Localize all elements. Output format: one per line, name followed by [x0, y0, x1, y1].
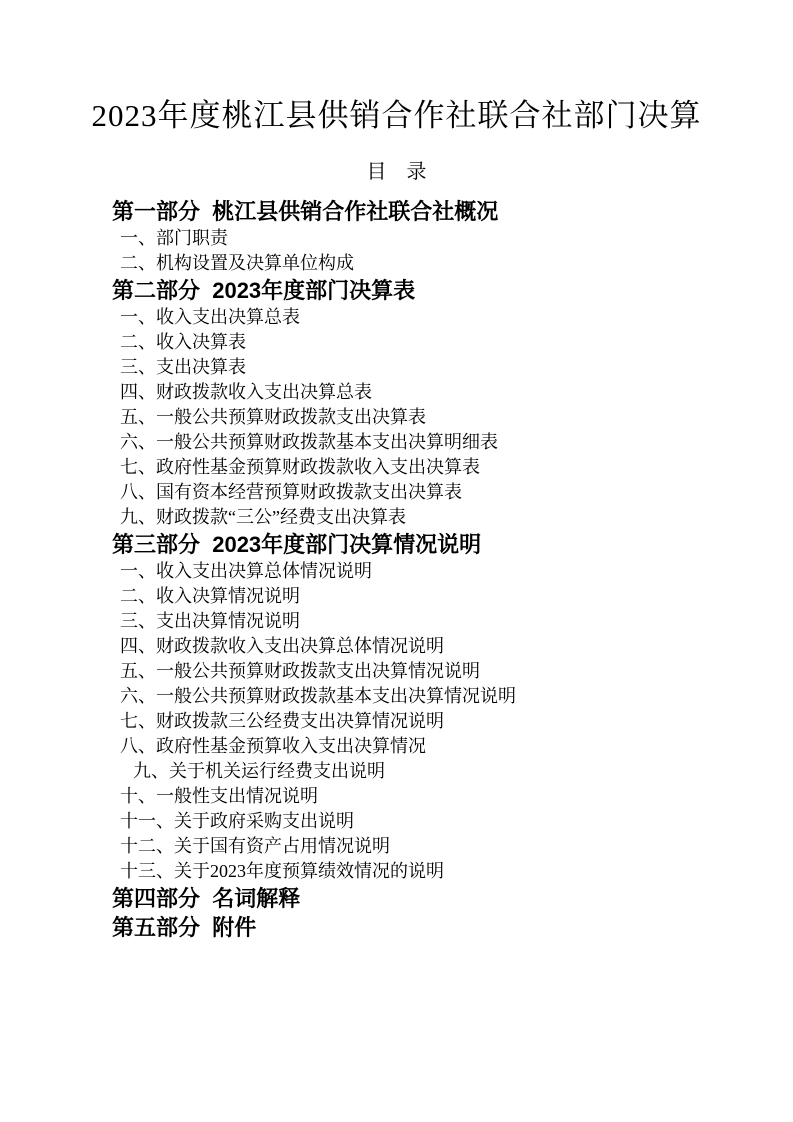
toc-item: 九、关于机关运行经费支出说明 — [133, 761, 385, 781]
toc-item: 十三、关于2023年度预算绩效情况的说明 — [120, 861, 444, 881]
toc-item: 八、政府性基金预算收入支出决算情况 — [120, 736, 426, 756]
toc-item: 二、机构设置及决算单位构成 — [120, 253, 354, 273]
toc-item: 一、收入支出决算总体情况说明 — [120, 561, 372, 581]
toc-item: 四、财政拨款收入支出决算总表 — [120, 382, 372, 402]
toc-item: 五、一般公共预算财政拨款支出决算情况说明 — [120, 661, 480, 681]
toc-item: 七、财政拨款三公经费支出决算情况说明 — [120, 711, 444, 731]
toc-item: 十二、关于国有资产占用情况说明 — [120, 836, 390, 856]
toc-item: 三、支出决算情况说明 — [120, 611, 300, 631]
toc-item: 十、一般性支出情况说明 — [120, 786, 318, 806]
toc-item: 七、政府性基金预算财政拨款收入支出决算表 — [120, 457, 480, 477]
toc — [0, 197, 793, 942]
toc-item: 一、部门职责 — [120, 228, 228, 248]
toc-item: 二、收入决算情况说明 — [120, 586, 300, 606]
toc-section-heading-2: 第二部分 2023年度部门决算表 — [112, 278, 416, 303]
toc-item: 十一、关于政府采购支出说明 — [120, 811, 354, 831]
toc-section-heading-5: 第五部分 附件 — [112, 915, 257, 940]
toc-item: 五、一般公共预算财政拨款支出决算表 — [120, 407, 426, 427]
toc-item: 九、财政拨款“三公”经费支出决算表 — [120, 507, 406, 527]
doc-title: 2023年度桃江县供销合作社联合社部门决算 — [91, 98, 702, 133]
toc-item: 二、收入决算表 — [120, 332, 246, 352]
toc-item: 三、支出决算表 — [120, 357, 246, 377]
toc-item: 一、收入支出决算总表 — [120, 307, 300, 327]
toc-section-heading-1: 第一部分 桃江县供销合作社联合社概况 — [112, 199, 499, 224]
toc-section-heading-3: 第三部分 2023年度部门决算情况说明 — [112, 532, 482, 557]
toc-section-heading-4: 第四部分 名词解释 — [112, 886, 301, 911]
toc-heading: 目 录 — [366, 161, 427, 183]
toc-item: 八、国有资本经营预算财政拨款支出决算表 — [120, 482, 462, 502]
toc-item: 四、财政拨款收入支出决算总体情况说明 — [120, 636, 444, 656]
toc-item: 六、一般公共预算财政拨款基本支出决算明细表 — [120, 432, 498, 452]
toc-item: 六、一般公共预算财政拨款基本支出决算情况说明 — [120, 686, 516, 706]
